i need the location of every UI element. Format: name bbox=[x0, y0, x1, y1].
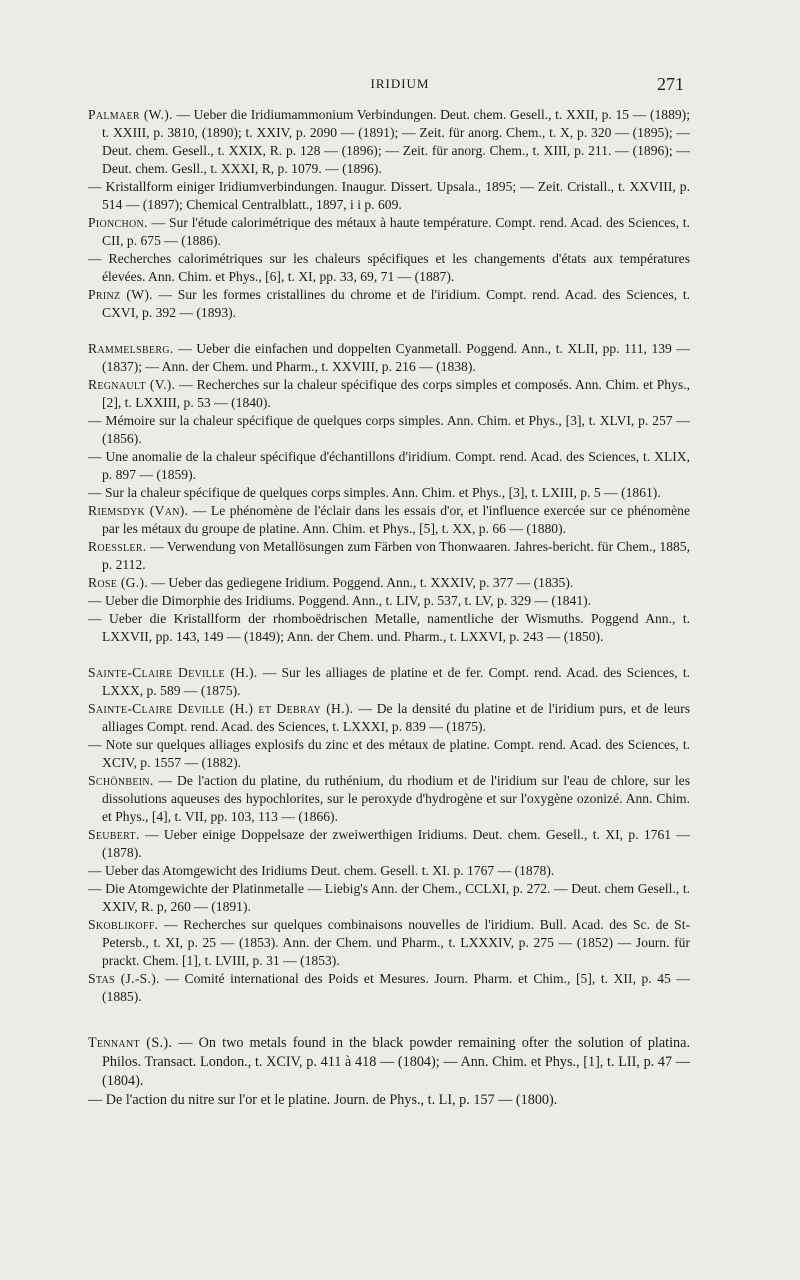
bibliography-entry bbox=[88, 484, 690, 502]
entry-text: — Sur les alliages de platine et de fer. Compt. rend. Acad. des Sciences, t. LXXX, p. 589 — (1875). bbox=[102, 665, 690, 698]
entry-text: — De la densité du platine et de l'iridium purs, et de leurs alliages Compt. rend. Acad. des Sciences, t. LXXXI, p. 839 — (1875). bbox=[102, 701, 691, 734]
bibliography-entry bbox=[88, 826, 690, 862]
entry-author: Tennant (S.). bbox=[88, 1035, 173, 1051]
bibliography-entry bbox=[88, 412, 690, 448]
bibliography-entry bbox=[88, 178, 690, 214]
entry-text: — Recherches calorimétriques sur les chaleurs spécifiques et les changements d'états aux températures élevées. Ann. Chim. et Phys., [6], t. XI, pp. 33, 69, 71 — (1887). bbox=[88, 251, 690, 284]
entry-text: — Verwendung von Metallösungen zum Färben von Thonwaaren. Jahres-bericht. für Chem., 1885, p. 2112. bbox=[102, 539, 690, 572]
entry-author: Sainte-Claire Deville (H.) et Debray (H.). bbox=[88, 701, 354, 716]
entry-author: Riemsdyk (Van). bbox=[88, 503, 189, 518]
entry-text: — Le phénomène de l'éclair dans les essais d'or, et l'influence exercée sur ce phénomène par les métaux du groupe de platine. Ann. Chim. et Phys., [5], t. XX, p. 66 — (1880). bbox=[102, 503, 691, 536]
bibliography-entry bbox=[88, 610, 690, 646]
entry-text: — Ueber das Atomgewicht des Iridiums Deut. chem. Gesell. t. XI. p. 1767 — (1878). bbox=[88, 863, 555, 878]
page-number: 271 bbox=[657, 74, 684, 94]
running-head: IRIDIUM bbox=[370, 76, 430, 91]
entry-text: — De l'action du nitre sur l'or et le platine. Journ. de Phys., t. LI, p. 157 — (1800). bbox=[88, 1092, 558, 1108]
bibliography-entry bbox=[88, 340, 690, 376]
entry-author: Stas (J.-S.). bbox=[88, 971, 160, 986]
entry-text: — Sur la chaleur spécifique de quelques corps simples. Ann. Chim. et Phys., [3], t. LXIII, p. 5 — (1861). bbox=[88, 485, 661, 500]
bibliography-entry bbox=[88, 880, 690, 916]
entry-text: — On two metals found in the black powder remaining ofter the solution of platina. Philos. Transact. London., t. XCIV, p. 411 à 418 — (1804); — Ann. Chim. et Phys., [1], t. LII, p. 47 — (1804). bbox=[102, 1035, 690, 1089]
entry-text: — Ueber die Dimorphie des Iridiums. Poggend. Ann., t. LIV, p. 537, t. LV, p. 329 — (1841). bbox=[88, 593, 592, 608]
bibliography-entry bbox=[88, 376, 690, 412]
entry-text: — Ueber die Iridiumammonium Verbindungen. Deut. chem. Gesell., t. XXII, p. 15 — (1889); t. XXIII, p. 3810, (1890); t. XXIV, p. 2090 — (1891); — Zeit. für anorg. Chem., t. X, p. 320 — (1895); — Deut. chem. Gesell., t. XXIX, R. p. 128 — (1896); — Zeit. für anorg. Chem., t. XIII, p. 211. — (1896); — Deut. chem. Gesll., t. XXXI, R, p. 1079. — (1896). bbox=[102, 107, 690, 176]
entry-text: — Une anomalie de la chaleur spécifique d'échantillons d'iridium. Compt. rend. Acad. des Sciences, t. XLIX, p. 897 — (1859). bbox=[88, 449, 690, 482]
section-gap bbox=[88, 646, 690, 664]
entry-text: — Die Atomgewichte der Platinmetalle — Liebig's Ann. der Chem., CCLXI, p. 272. — Deut. chem Gesell., t. XXIV, R. p, 260 — (1891). bbox=[88, 881, 690, 914]
entry-text: — Sur les formes cristallines du chrome et de l'iridium. Compt. rend. Acad. des Sciences, t. CXVI, p. 392 — (1893). bbox=[102, 287, 691, 320]
bibliography-entry bbox=[88, 574, 690, 592]
entry-text: — Comité international des Poids et Mesures. Journ. Pharm. et Chim., [5], t. XII, p. 45 — (1885). bbox=[102, 971, 691, 1004]
bibliography-list bbox=[88, 106, 690, 1110]
entry-author: Rose (G.). bbox=[88, 575, 149, 590]
bibliography-entry bbox=[88, 664, 690, 700]
entry-text: — Ueber einige Doppelsaze der zweiwerthigen Iridiums. Deut. chem. Gesell., t. XI, p. 1761 — (1878). bbox=[102, 827, 690, 860]
bibliography-entry bbox=[88, 106, 690, 178]
entry-author: Prinz (W). bbox=[88, 287, 153, 302]
bibliography-entry bbox=[88, 916, 690, 970]
entry-text: — Sur l'étude calorimétrique des métaux à haute température. Compt. rend. Acad. des Sciences, t. CII, p. 675 — (1886). bbox=[102, 215, 690, 248]
bibliography-entry bbox=[88, 700, 690, 736]
entry-text: — Note sur quelques alliages explosifs du zinc et des métaux de platine. Compt. rend. Acad. des Sciences, t. XCIV, p. 1557 — (1882). bbox=[88, 737, 690, 770]
bibliography-entry bbox=[88, 592, 690, 610]
entry-author: Schönbein. bbox=[88, 773, 154, 788]
entry-text: — Ueber die einfachen und doppelten Cyanmetall. Poggend. Ann., t. XLII, pp. 111, 139 — (1837); — Ann. der Chem. und Pharm., t. XXVIII, p. 216 — (1838). bbox=[102, 341, 690, 374]
bibliography-entry bbox=[88, 862, 690, 880]
bibliography-entry bbox=[88, 736, 690, 772]
bibliography-entry bbox=[88, 250, 690, 286]
entry-text: — De l'action du platine, du ruthénium, du rhodium et de l'iridium sur l'eau de chlore, sur les dissolutions aqueuses des hypochlorites, sur le peroxyde d'hydrogène et sur l'oxygène ozonizé. Ann. Chim. et Phys., [4], t. VII, pp. 103, 113 — (1866). bbox=[102, 773, 690, 824]
section-gap bbox=[88, 322, 690, 340]
bibliography-entry bbox=[88, 502, 690, 538]
bibliography-entry bbox=[88, 772, 690, 826]
bibliography-entry bbox=[88, 1034, 690, 1091]
entry-text: — Mémoire sur la chaleur spécifique de quelques corps simples. Ann. Chim. et Phys., [3], t. XLVI, p. 257 — (1856). bbox=[88, 413, 690, 446]
bibliography-entry bbox=[88, 970, 690, 1006]
entry-text: — Ueber das gediegene Iridium. Poggend. Ann., t. XXXIV, p. 377 — (1835). bbox=[148, 575, 574, 590]
entry-text: — Kristallform einiger Iridiumverbindungen. Inaugur. Dissert. Upsala., 1895; — Zeit. Cristall., t. XXVIII, p. 514 — (1897); Chemical Centralblatt., 1897, i i p. 609. bbox=[88, 179, 690, 212]
bibliography-entry bbox=[88, 1091, 690, 1110]
bibliography-entry bbox=[88, 286, 690, 322]
entry-author: Pionchon. bbox=[88, 215, 148, 230]
bibliography-entry bbox=[88, 214, 690, 250]
bibliography-entry bbox=[88, 538, 690, 574]
entry-author: Rammelsberg. bbox=[88, 341, 174, 356]
entry-author: Sainte-Claire Deville (H.). bbox=[88, 665, 258, 680]
entry-author: Palmaer (W.). bbox=[88, 107, 173, 122]
entry-text: — Ueber die Kristallform der rhomboëdrischen Metalle, namentliche der Wismuths. Poggend Ann., t. LXXVII, pp. 143, 149 — (1849); Ann. der Chem. und. Pharm., t. LXXVI, p. 243 — (1850). bbox=[88, 611, 690, 644]
section-gap bbox=[88, 1006, 690, 1034]
entry-author: Skoblikoff. bbox=[88, 917, 159, 932]
entry-text: — Recherches sur la chaleur spécifique des corps simples et composés. Ann. Chim. et Phys., [2], t. LXXIII, p. 53 — (1840). bbox=[102, 377, 690, 410]
bibliography-entry bbox=[88, 448, 690, 484]
entry-author: Regnault (V.). bbox=[88, 377, 176, 392]
entry-text: — Recherches sur quelques combinaisons nouvelles de l'iridium. Bull. Acad. des Sc. de St-Petersb., t. XI, p. 25 — (1853). Ann. der Chem. und Pharm., t. LXXXIV, p. 275 — (1852) — Journ. für prackt. Chem. [1], t. LVIII, p. 31 — (1853). bbox=[102, 917, 690, 968]
entry-author: Roessler. bbox=[88, 539, 147, 554]
entry-author: Seubert. bbox=[88, 827, 140, 842]
